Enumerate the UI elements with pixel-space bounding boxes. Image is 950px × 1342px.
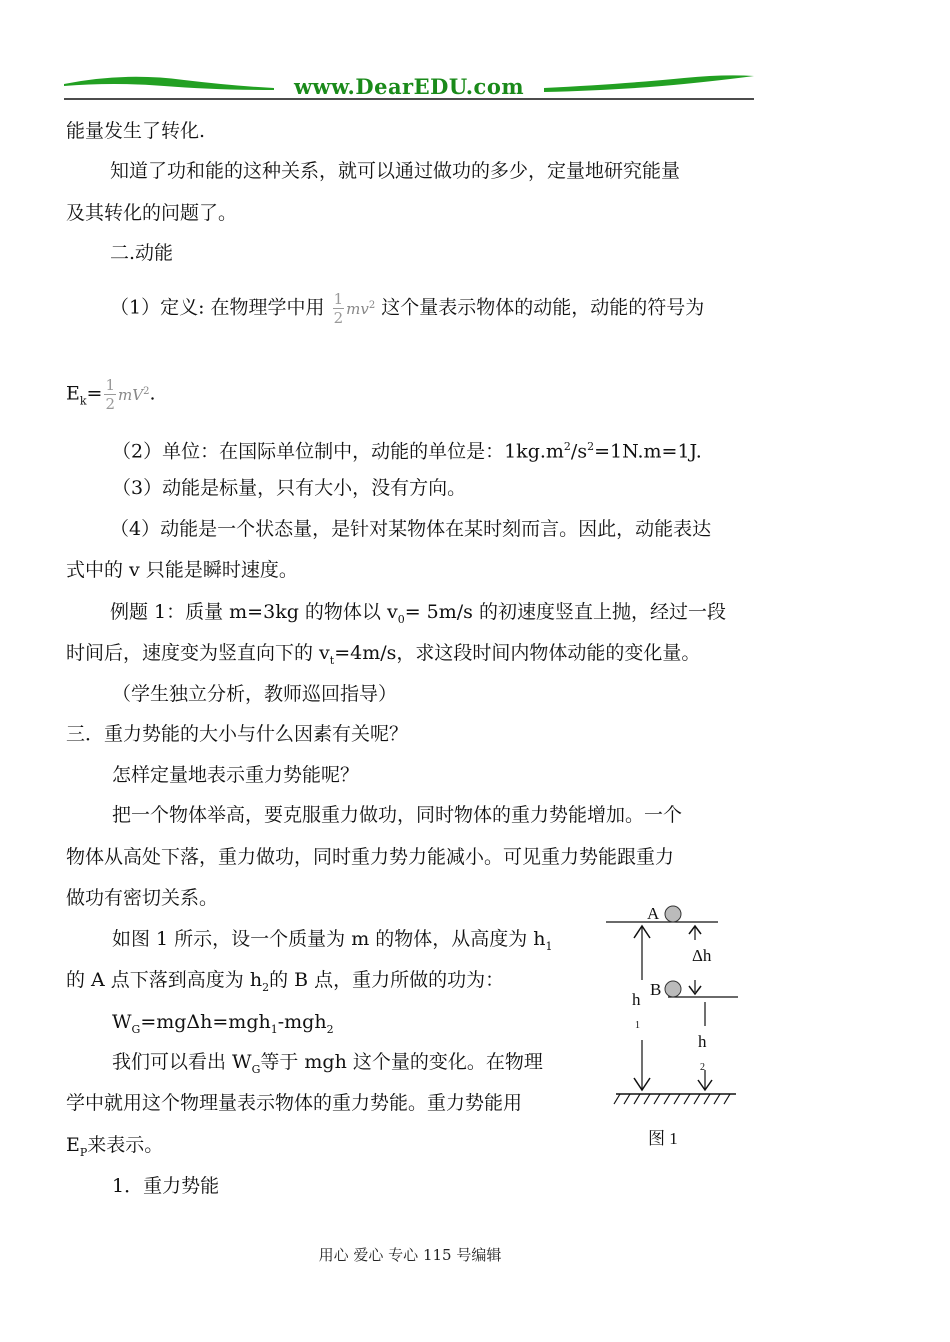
fraction-half: $\frac{1}{2}$ — [333, 290, 344, 327]
text-line: 如图 1 所示，设一个质量为 m 的物体，从高度为 $h_1$ — [112, 928, 553, 953]
work-formula: $W_G=mg\Delta h=mgh_1-mgh_2$ — [112, 1011, 334, 1036]
section-heading: 三．重力势能的大小与什么因素有关呢？ — [66, 723, 409, 745]
text-line: 知道了功和能的这种关系，就可以通过做功的多少，定量地研究能量 — [110, 160, 681, 182]
subsection-heading: 1．重力势能 — [112, 1175, 220, 1197]
delta-h-label: Δh — [692, 946, 712, 965]
h1-label: h — [632, 990, 641, 1009]
text-line: 式中的 v 只能是瞬时速度。 — [66, 559, 298, 581]
point-a-label: A — [647, 904, 660, 923]
figure-1 — [600, 900, 750, 1150]
text-line: 及其转化的问题了。 — [66, 202, 238, 224]
text-line: （学生独立分析，教师巡回指导） — [112, 683, 398, 705]
text-line: 做功有密切关系。 — [66, 887, 219, 909]
h2-label: h — [698, 1032, 707, 1051]
example-line: 时间后，速度变为竖直向下的 $v_t=4m/s$，求这段时间内物体动能的变化量。 — [66, 642, 701, 667]
example-line: 例题 1：质量 m=3kg 的物体以 $v_0= 5m/s$ 的初速度竖直上抛，经过一段 — [110, 601, 726, 626]
figure-diagram — [600, 900, 750, 1130]
text-line: 物体从高处下落，重力做功，同时重力势力能减小。可见重力势能跟重力 — [66, 846, 675, 868]
text-line: 把一个物体举高，要克服重力做功，同时物体的重力势能增加。一个 — [112, 804, 683, 826]
text-line: 学中就用这个物理量表示物体的重力势能。重力势能用 — [66, 1092, 523, 1114]
text-line: 我们可以看出 $W_G$等于 mgh 这个量的变化。在物理 — [112, 1051, 543, 1076]
site-logo: www.DearEDU.com — [293, 74, 525, 99]
text-line: 怎样定量地表示重力势能呢？ — [112, 764, 360, 786]
text-line: 的 A 点下落到高度为 $h_2$的 B 点，重力所做的功为： — [66, 969, 505, 994]
formula-mV2: $mV^2$ — [118, 385, 150, 404]
header-banner — [64, 70, 754, 104]
figure-caption: 图 1 — [648, 1129, 678, 1148]
formula-mv2: $mv^2$ — [346, 299, 376, 318]
definition-line: （1）定义: 在物理学中用 $\frac{1}{2}$ $mv^2$ 这个量表示物体的动能，动能的符号为 — [110, 290, 705, 327]
text-line: （4）动能是一个状态量，是针对某物体在某时刻而言。因此，动能表达 — [110, 518, 712, 540]
text-line: （2）单位：在国际单位制中，动能的单位是：$1kg.m^2/s^2=1N.m=1J$. — [112, 440, 702, 463]
text-line: （3）动能是标量，只有大小，没有方向。 — [112, 477, 467, 499]
h2-subscript: 2 — [700, 1062, 705, 1073]
text-line: 能量发生了转化. — [66, 120, 206, 142]
point-b-label: B — [650, 980, 662, 999]
ek-formula: $E_k=$ $\frac{1}{2}$ $mV^2$. — [66, 376, 156, 413]
text-line: $E_P$来表示。 — [66, 1134, 164, 1159]
page-footer: 用心 爱心 专心 115 号编辑 — [318, 1246, 502, 1264]
fraction-half: $\frac{1}{2}$ — [105, 376, 116, 413]
h1-subscript: 1 — [635, 1020, 640, 1031]
section-heading: 二.动能 — [110, 242, 174, 264]
